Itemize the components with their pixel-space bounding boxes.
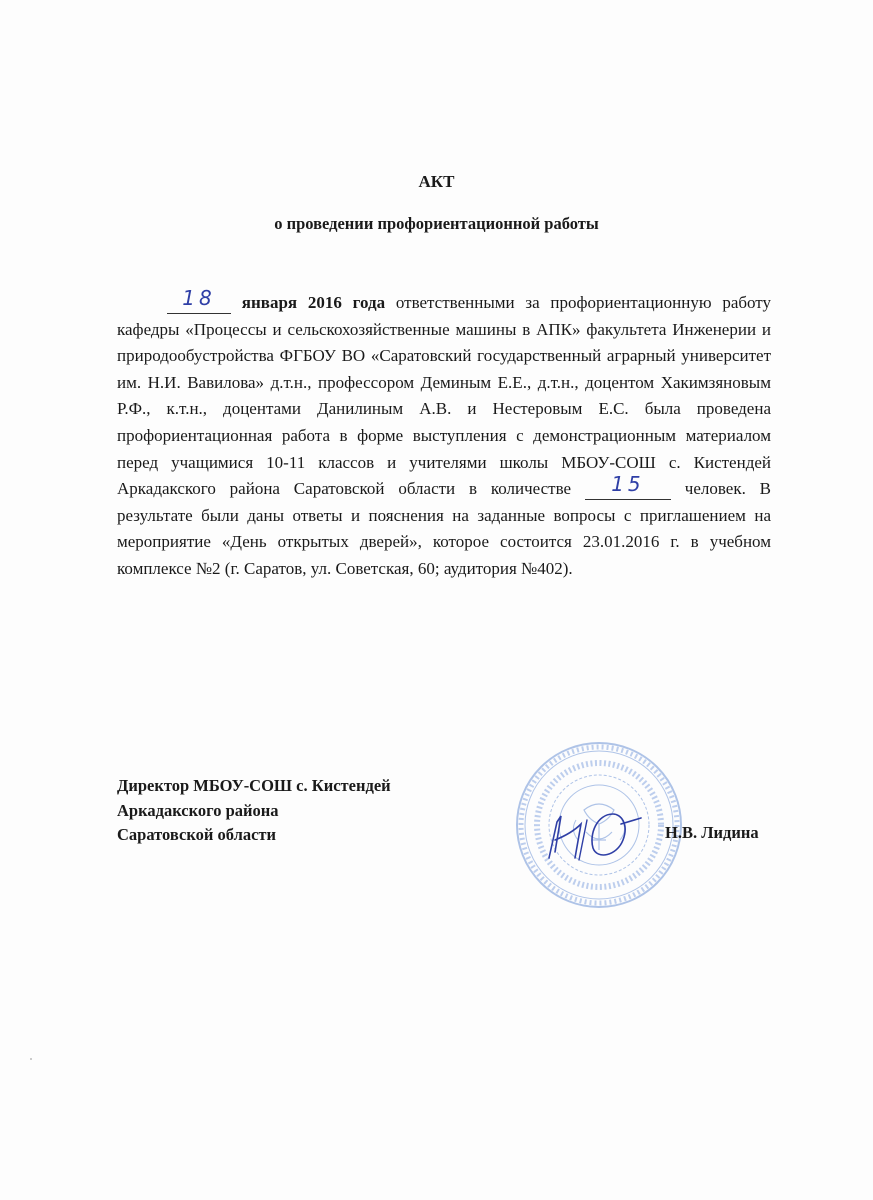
document-title: АКТ (418, 172, 455, 191)
signatory-line-1: Директор МБОУ-СОШ с. Кистендей (117, 776, 391, 795)
document-subtitle: о проведении профориентационной работы (274, 214, 599, 233)
signatory-title (117, 774, 391, 848)
handwritten-signature-icon (535, 800, 645, 870)
act-date: января 2016 года (241, 293, 386, 312)
scan-speck (30, 1058, 32, 1060)
day-fill-blank (167, 286, 231, 314)
signatory-line-2: Аркадакского района (117, 800, 279, 820)
signatory-line-3: Саратовской области (117, 825, 277, 844)
handwritten-count: 15 (611, 472, 645, 497)
count-fill-blank (585, 472, 671, 500)
handwritten-day: 18 (182, 286, 216, 310)
act-paragraph (117, 286, 772, 583)
signatory-name: Н.В. Лидина (665, 823, 759, 842)
paragraph-text-part1: ответственными за профориентационную работу кафедры «Процессы и сельскохозяйственные машины в АПК» факультета Инженерии и природообустройства ФГБОУ ВО «Саратовский государственный аграрный университет им. Н.И. Вавилова» д.т.н., профессором Деминым Е.Е., д.т.н., доцентом Хакимзяновым Р.Ф., к.т.н., доцентами Данилиным А.В. и Нестеровым Е.С. была проведена профориентационная работа в форме выступления с демонстрационным материалом перед учащимися 10-11 классов и учителями школы МБОУ-СОШ с. Кистендей Аркадакского района Саратовской области в количестве (117, 293, 771, 499)
paragraph-text-part2: человек. В результате были даны ответы и пояснения на заданные вопросы с приглашением на мероприятие «День открытых дверей», которое состоится 23.01.2016 г. в учебном комплексе №2 (г. Саратов, ул. Советская, 60; аудитория №402). (117, 479, 772, 578)
